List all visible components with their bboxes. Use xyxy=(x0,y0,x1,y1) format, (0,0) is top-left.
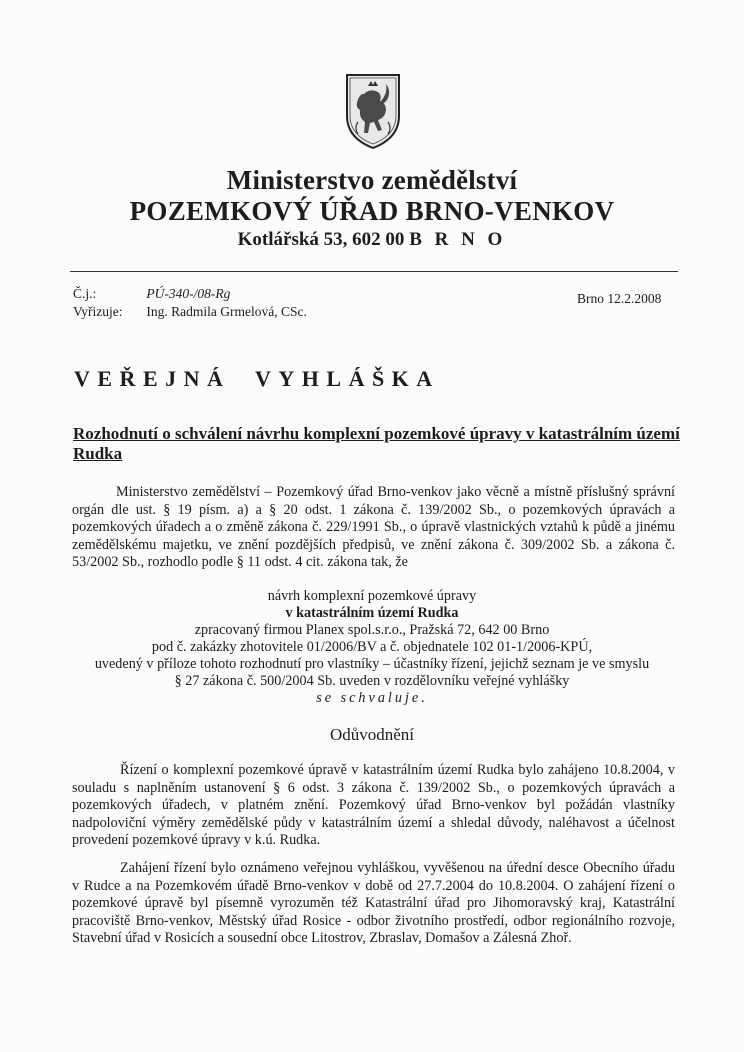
decision-line-territory: v katastrálním území Rudka xyxy=(285,605,459,621)
office-address xyxy=(0,229,744,251)
header-divider xyxy=(70,271,678,272)
reference-number: PÚ-340-/08-Rg xyxy=(146,286,231,301)
decision-line: zpracovaný firmou Planex spol.s.r.o., Pražská 72, 642 00 Brno xyxy=(194,622,550,638)
decision-line: pod č. zakázky zhotovitele 01/2006/BV a č. objednatele 102 01-1/2006-KPÚ, xyxy=(151,639,593,655)
decision-line: návrh komplexní pozemkové úpravy xyxy=(267,588,477,604)
office-name: POZEMKOVÝ ÚŘAD BRNO-VENKOV xyxy=(129,196,615,226)
address-city: B R N O xyxy=(409,229,507,250)
handled-by-label: Vyřizuje: xyxy=(73,304,123,319)
organization-name: Ministerstvo zemědělství xyxy=(226,165,518,195)
reference-number-label: Č.j.: xyxy=(73,286,97,301)
address-street: Kotlářská 53, 602 00 xyxy=(237,229,405,250)
state-emblem-icon xyxy=(344,72,402,150)
document-date: Brno 12.2.2008 xyxy=(577,291,662,306)
decision-verdict: se schvaluje. xyxy=(316,690,428,706)
introduction-paragraph: Ministerstvo zemědělství – Pozemkový úřad Brno-venkov jako věcně a místně příslušný správní orgán dle ust. § 19 písm. a) a § 20 odst. 1 zákona č. 139/2002 Sb., o pozemkových úpravách a pozemkových úřadech a o změně zákona č. 229/1991 Sb., o úpravě vlastnických vztahů k půdě a jinému zemědělskému majetku, ve znění pozdějších předpisů, ve znění zákona č. 309/2002 Sb. a zákona č. 53/2002 Sb., rozhodlo podle § 11 odst. 4 cit. zákona tak, že xyxy=(72,484,675,570)
reference-block xyxy=(73,285,307,321)
decision-subject: Rozhodnutí o schválení návrhu komplexní pozemkové úpravy v katastrálním území Rudka xyxy=(73,424,680,463)
document-title: VEŘEJNÁ VYHLÁŠKA xyxy=(74,366,440,391)
decision-line: uvedený v příloze tohoto rozhodnutí pro vlastníky – účastníky řízení, jejichž seznam je ve smyslu xyxy=(94,656,650,672)
decision-line: § 27 zákona č. 500/2004 Sb. uveden v rozdělovníku veřejné vyhlášky xyxy=(174,673,570,689)
justification-paragraph: Zahájení řízení bylo oznámeno veřejnou vyhláškou, vyvěšenou na úřední desce Obecního úřadu v Rudce a na Pozemkovém úřadě Brno-venkov v době od 27.7.2004 do 10.8.2004. O zahájení řízení o pozemkové úpravě byl písemně vyrozuměn též Katastrální úřad pro Jihomoravský kraj, Katastrální pracoviště Brno-venkov, Městský úřad Rosice - odbor životního prostředí, odbor regionálního rozvoje, Stavební úřad v Rosicích a sousední obce Litostrov, Zbraslav, Domašov a Zálesná Zhoř. xyxy=(72,860,675,946)
handled-by-name: Ing. Radmila Grmelová, CSc. xyxy=(146,304,307,319)
justification-paragraph: Řízení o komplexní pozemkové úpravě v katastrálním území Rudka bylo zahájeno 10.8.2004, v souladu s naplněním ustanovení § 6 odst. 3 zákona č. 139/2002 Sb., o pozemkových úpravách a pozemkových úřadech, v platném znění. Pozemkový úřad Brno-venkov byl požádán vlastníky nadpoloviční výměry zemědělské půdy v katastrálním území a shledal důvody, naléhavost a účelnost provedení pozemkové úpravy v k.ú. Rudka. xyxy=(72,762,675,848)
justification-heading: Odůvodnění xyxy=(329,725,415,744)
